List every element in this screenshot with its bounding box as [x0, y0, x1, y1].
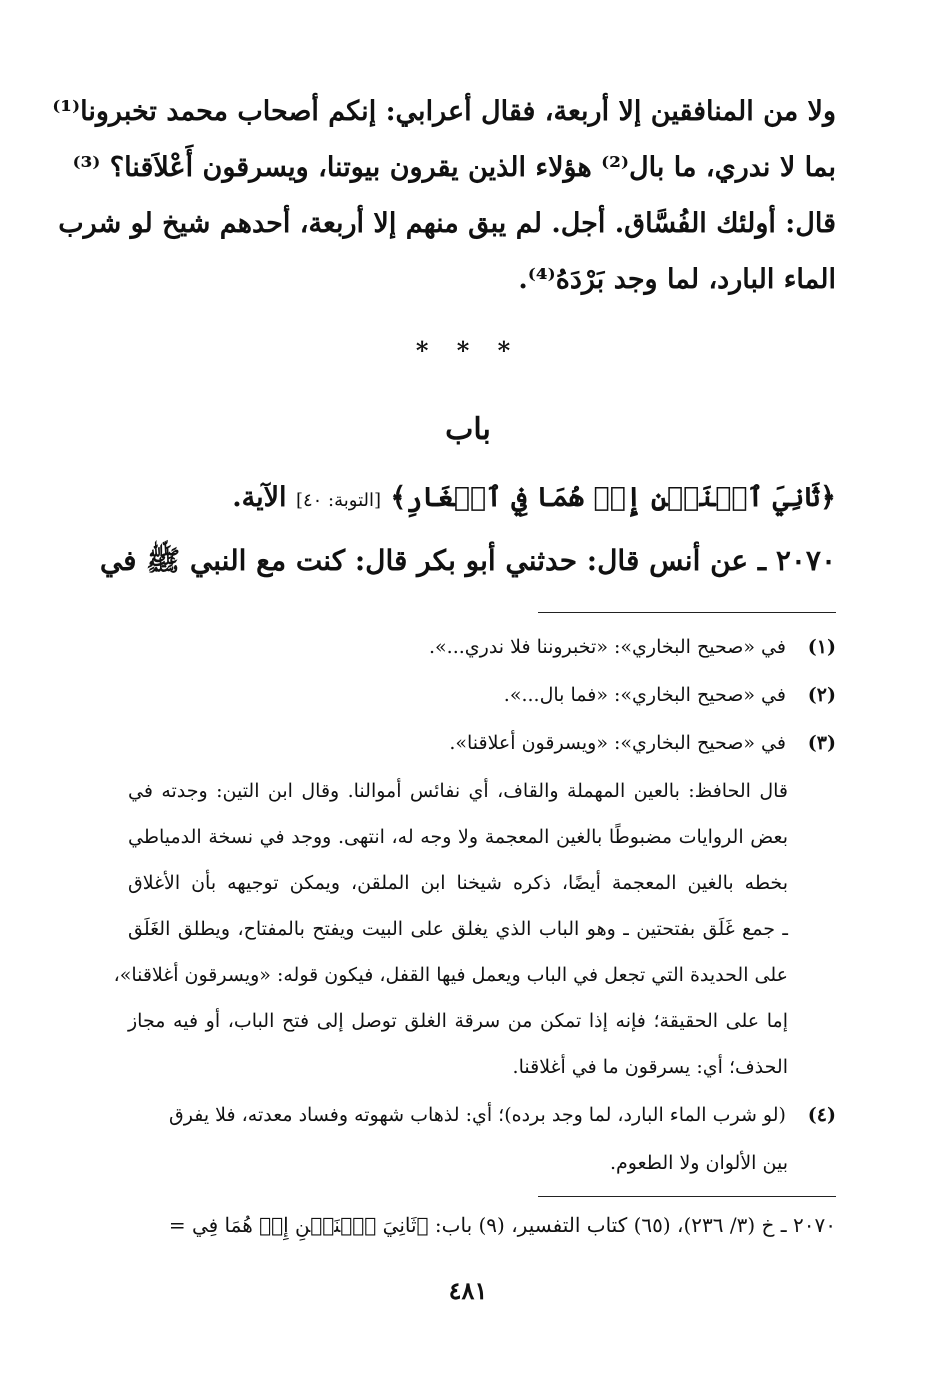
main-text-line-2: بما لا ندري، ما بال⁽²⁾ هؤلاء الذين يقرون بيوتنا، ويسرقون أَعْلاَقنا؟ ⁽³⁾	[72, 152, 836, 183]
hadith-line: ٢٠٧٠ ـ عن أنس قال: حدثني أبو بكر قال: كنت مع النبي ﷺ في	[99, 544, 836, 577]
footnote-4-number: (٤)	[807, 1104, 836, 1126]
main-text-line-1: ولا من المنافقين إلا أربعة، فقال أعرابي: إنكم أصحاب محمد تخبرونا⁽¹⁾	[52, 96, 836, 127]
footnote-3-body-line-4: ـ جمع غَلَق بفتحتين ـ وهو الباب الذي يغلق على البيت ويفتح بالمفتاح، ويطلق الغَلَق	[128, 918, 788, 940]
footnote-3	[128, 732, 836, 754]
footnote-3-body-line-2: بعض الروايات مضبوطًا بالغين المعجمة ولا وجه له، انتهى. ووجد في نسخة الدمياطي	[128, 826, 788, 848]
footnote-1	[128, 636, 836, 658]
footnote-1-number: (١)	[807, 636, 836, 658]
footnote-4	[128, 1104, 836, 1126]
main-text-line-4: الماء البارد، لما وجد بَرْدَهُ⁽⁴⁾.	[518, 264, 836, 295]
footnote-3-body-line-7: الحذف؛ أي: يسرقون ما في أغلاقنا.	[512, 1056, 788, 1078]
footnote-3-body-line-6: إما على الحقيقة؛ فإنه إذا تمكن من سرقة الغلق توصل إلى فتح الباب، أو فيه مجاز	[128, 1010, 788, 1032]
source-divider	[538, 1196, 836, 1197]
page-number: ٤٨١	[448, 1276, 488, 1305]
footnote-3-number: (٣)	[807, 732, 836, 754]
footnote-3-text: في «صحيح البخاري»: «ويسرقون أعلاقنا».	[449, 732, 786, 754]
verse-reference: [التوبة: ٤٠]	[295, 490, 382, 511]
footnote-3-body-line-3: بخطه بالغين المعجمة أيضًا، ذكره شيخنا ابن الملقن، ويمكن توجيهه بأن الأغلاق	[128, 872, 788, 894]
verse-suffix: الآية.	[232, 482, 287, 513]
footnote-3-body-line-5: على الحديدة التي تجعل في الباب ويعمل فيها القفل، فيكون قوله: «ويسرقون أغلاقنا»،	[113, 964, 788, 986]
verse-text: ﴿ثَانِيَ ٱثۡنَيۡنِ إِذۡ هُمَا فِي ٱلۡغَارِ﴾	[390, 482, 836, 513]
footnote-divider	[538, 612, 836, 613]
section-separator: * * *	[415, 336, 521, 365]
main-text-line-3: قال: أولئك الفُسَّاق. أجل. لم يبق منهم إلا أربعة، أحدهم شيخ لو شرب	[58, 208, 836, 239]
footnote-2	[128, 684, 836, 706]
footnote-3-body-line-1: قال الحافظ: بالعين المهملة والقاف، أي نفائس أموالنا. وقال ابن التين: وجدته في	[128, 780, 788, 802]
chapter-heading: باب	[445, 412, 491, 447]
footnote-2-number: (٢)	[807, 684, 836, 706]
quran-verse-line	[232, 482, 836, 513]
footnote-2-text: في «صحيح البخاري»: «فما بال...».	[503, 684, 786, 706]
footnote-4-text: (لو شرب الماء البارد، لما وجد برده)؛ أي: لذهاب شهوته وفساد معدته، فلا يفرق	[169, 1104, 786, 1126]
footnote-4-body-line-1: بين الألوان ولا الطعوم.	[609, 1152, 788, 1174]
footnote-1-text: في «صحيح البخاري»: «تخبروننا فلا ندري...».	[428, 636, 786, 658]
source-reference: ٢٠٧٠ ـ خ (٣/ ٢٣٦)، (٦٥) كتاب التفسير، (٩) باب: ﴿ثَانِيَ ٱثۡنَيۡنِ إِذۡ هُمَا فِي =	[168, 1213, 836, 1237]
